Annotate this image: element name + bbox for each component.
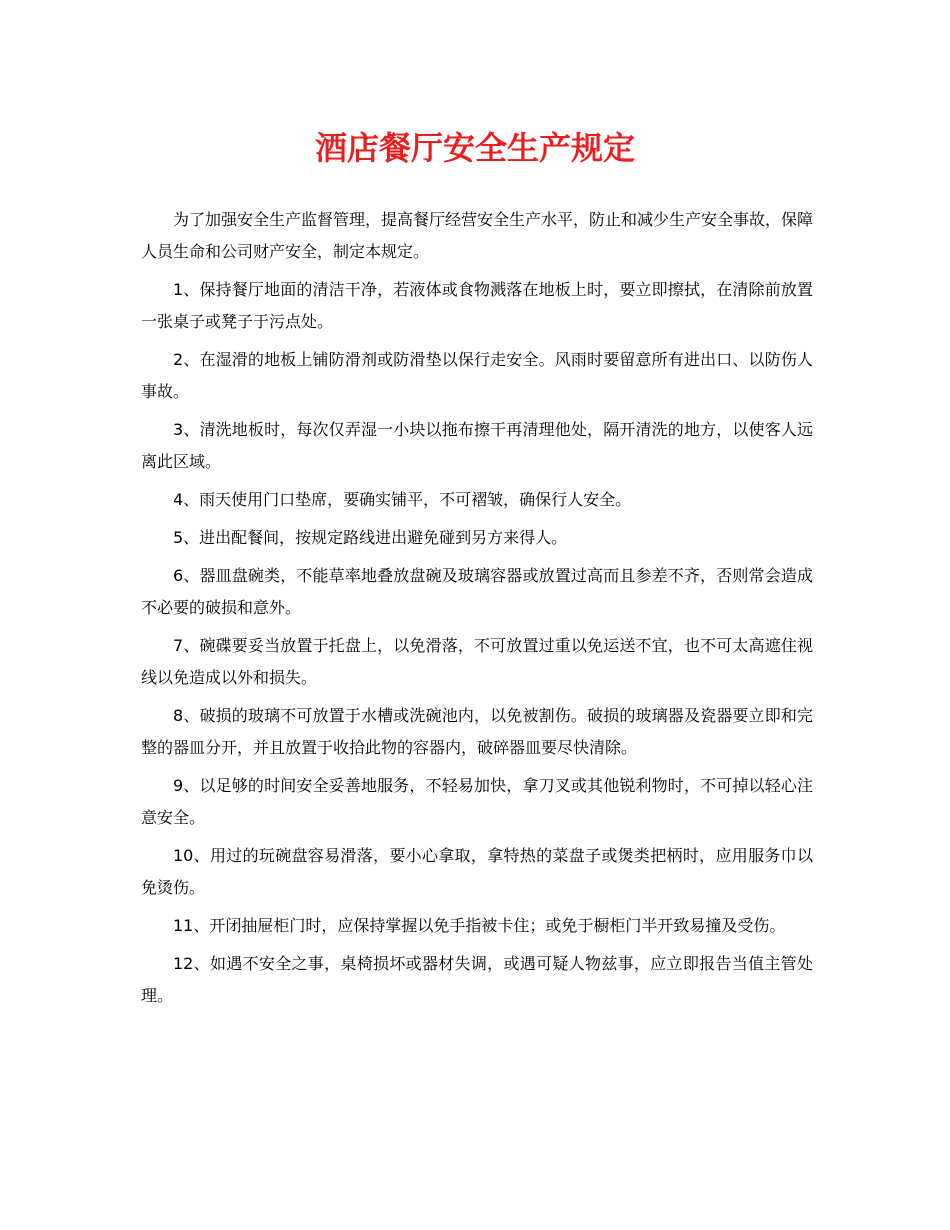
rule-paragraph-10: 10、用过的玩碗盘容易滑落，要小心拿取，拿特热的菜盘子或煲类把柄时，应用服务巾以免烫伤。 [141, 846, 813, 897]
rule-paragraph-4: 4、雨天使用门口垫席，要确实铺平，不可褶皱，确保行人安全。 [173, 490, 632, 509]
rule-paragraph-5: 5、进出配餐间，按规定路线进出避免碰到另方来得人。 [173, 528, 568, 547]
rule-paragraph-7: 7、碗碟要妥当放置于托盘上，以免滑落，不可放置过重以免运送不宜，也不可太高遮住视线以免造成以外和损失。 [141, 636, 813, 687]
rule-paragraph-1: 1、保持餐厅地面的清洁干净，若液体或食物溅落在地板上时，要立即擦拭，在清除前放置一张桌子或凳子于污点处。 [141, 280, 813, 331]
rule-paragraph-11: 11、开闭抽屉柜门时，应保持掌握以免手指被卡住；或免于橱柜门半开致易撞及受伤。 [173, 916, 786, 935]
document-body [141, 204, 813, 1018]
rule-paragraph-9: 9、以足够的时间安全妥善地服务，不轻易加快，拿刀叉或其他锐利物时，不可掉以轻心注意安全。 [141, 776, 813, 827]
document-title: 酒店餐厅安全生产规定 [314, 129, 635, 167]
rule-paragraph-6: 6、器皿盘碗类，不能草率地叠放盘碗及玻璃容器或放置过高而且参差不齐，否则常会造成不必要的破损和意外。 [141, 566, 813, 617]
rule-paragraph-12: 12、如遇不安全之事，桌椅损坏或器材失调，或遇可疑人物兹事，应立即报告当值主管处理。 [141, 954, 813, 1005]
rule-paragraph-8: 8、破损的玻璃不可放置于水槽或洗碗池内，以免被割伤。破损的玻璃器及瓷器要立即和完整的器皿分开，并且放置于收拾此物的容器内，破碎器皿要尽快清除。 [141, 706, 813, 757]
rule-paragraph-2: 2、在湿滑的地板上铺防滑剂或防滑垫以保行走安全。风雨时要留意所有进出口、以防伤人事故。 [141, 350, 813, 401]
rule-paragraph-3: 3、清洗地板时，每次仅弄湿一小块以拖布擦干再清理他处，隔开清洗的地方，以使客人远离此区域。 [141, 420, 813, 471]
intro-paragraph: 为了加强安全生产监督管理，提高餐厅经营安全生产水平，防止和减少生产安全事故，保障人员生命和公司财产安全，制定本规定。 [141, 210, 814, 261]
